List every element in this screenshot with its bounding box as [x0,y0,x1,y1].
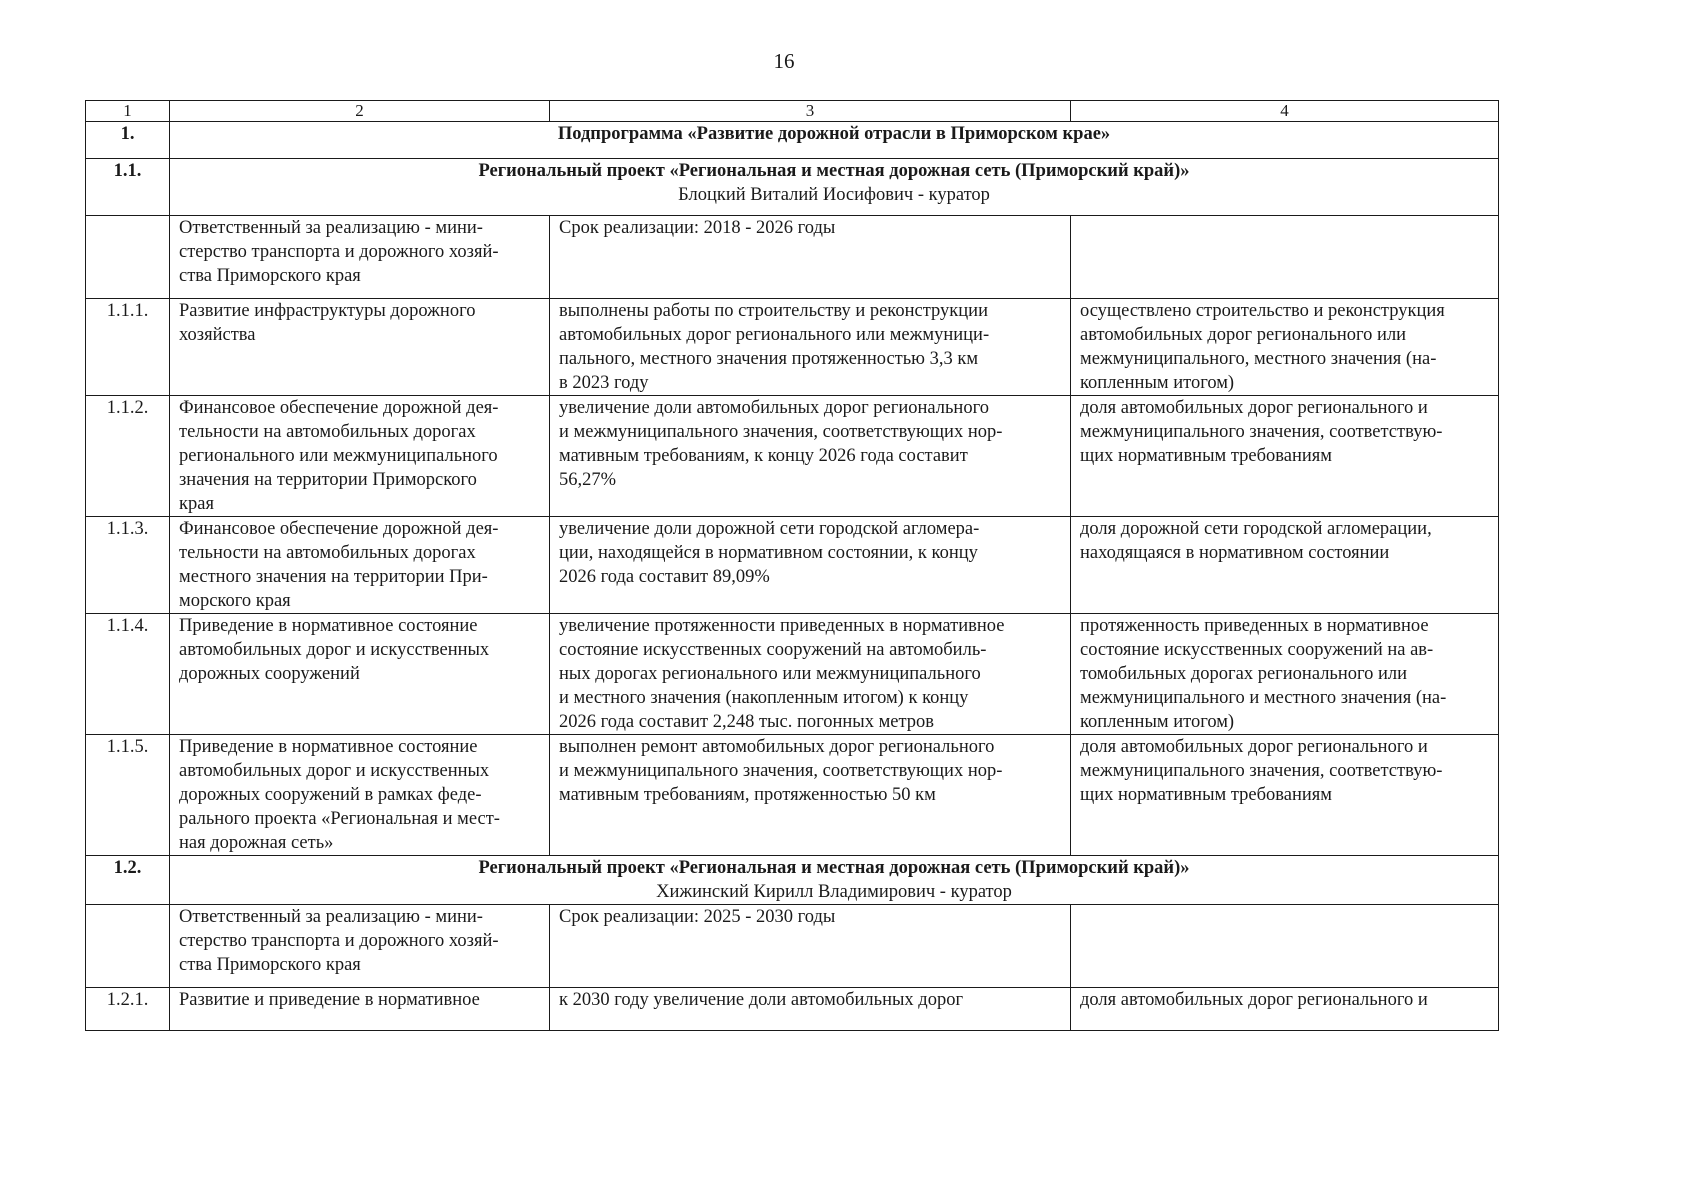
responsible-executor: Ответственный за реализацию - мини- стерство транспорта и дорожного хозяй- ства Приморского края [170,216,550,299]
program-table [85,100,1499,1031]
column-number: 3 [550,101,1071,122]
row-number: 1.1.2. [86,396,170,517]
task-name: Приведение в нормативное состояние автомобильных дорог и искусственных дорожных сооружений [170,614,550,735]
curator-name: Хижинский Кирилл Владимирович - куратор [656,882,1012,902]
regional-project-cell [170,159,1499,216]
responsible-executor: Ответственный за реализацию - мини- стерство транспорта и дорожного хозяй- ства Приморского края [170,905,550,988]
empty-cell [86,216,170,299]
table-row [86,614,1499,735]
table-row [86,988,1499,1031]
table-row [86,735,1499,856]
curator-name: Блоцкий Виталий Иосифович - куратор [678,185,990,205]
column-number: 2 [170,101,550,122]
column-number: 1 [86,101,170,122]
task-name: Финансовое обеспечение дорожной дея- тельности на автомобильных дорогах регионального или межмуниципального значения на территории Приморского края [170,396,550,517]
responsible-row [86,905,1499,988]
expected-result: выполнен ремонт автомобильных дорог регионального и межмуниципального значения, соответствующих нор- мативным требованиям, протяженностью 50 км [550,735,1071,856]
page-number: 16 [773,49,795,73]
row-number: 1.1.3. [86,517,170,614]
indicator: доля автомобильных дорог регионального и межмуниципального значения, соответствую- щих нормативным требованиям [1071,396,1499,517]
regional-project-title: Региональный проект «Региональная и местная дорожная сеть (Приморский край)» [478,858,1190,878]
responsible-row [86,216,1499,299]
indicator: осуществлено строительство и реконструкция автомобильных дорог регионального или межмуниципального, местного значения (на- копленным итогом) [1071,299,1499,396]
expected-result: к 2030 году увеличение доли автомобильных дорог [550,988,1071,1031]
empty-cell [86,905,170,988]
regional-project-row [86,856,1499,905]
expected-result: увеличение доли автомобильных дорог регионального и межмуниципального значения, соответствующих нор- мативным требованиям, к концу 2026 года составит 56,27% [550,396,1071,517]
subprogram-row [86,122,1499,159]
expected-result: увеличение доли дорожной сети городской агломера- ции, находящейся в нормативном состоянии, к концу 2026 года составит 89,09% [550,517,1071,614]
expected-result: увеличение протяженности приведенных в нормативное состояние искусственных сооружений на автомобиль- ных дорогах регионального или межмуниципального и местного значения (накопленным итогом) к концу 2026 года составит 2,248 тыс. погонных метров [550,614,1071,735]
indicator: доля автомобильных дорог регионального и межмуниципального значения, соответствую- щих нормативным требованиям [1071,735,1499,856]
table-row [86,517,1499,614]
row-number: 1.1.1. [86,299,170,396]
implementation-term: Срок реализации: 2018 - 2026 годы [550,216,1071,299]
indicator: доля дорожной сети городской агломерации, находящаяся в нормативном состоянии [1071,517,1499,614]
regional-project-cell [170,856,1499,905]
row-number: 1. [86,122,170,159]
indicator: доля автомобильных дорог регионального и [1071,988,1499,1031]
regional-project-row [86,159,1499,216]
table-row [86,299,1499,396]
row-number: 1.1.5. [86,735,170,856]
row-number: 1.2.1. [86,988,170,1031]
empty-cell [1071,216,1499,299]
subprogram-title: Подпрограмма «Развитие дорожной отрасли в Приморском крае» [170,122,1499,159]
indicator: протяженность приведенных в нормативное состояние искусственных сооружений на ав- томобильных дорогах регионального или межмуниципального и местного значения (на- копленным итогом) [1071,614,1499,735]
implementation-term: Срок реализации: 2025 - 2030 годы [550,905,1071,988]
task-name: Приведение в нормативное состояние автомобильных дорог и искусственных дорожных сооружений в рамках феде- рального проекта «Региональная и мест- ная дорожная сеть» [170,735,550,856]
regional-project-title: Региональный проект «Региональная и местная дорожная сеть (Приморский край)» [478,161,1190,181]
expected-result: выполнены работы по строительству и реконструкции автомобильных дорог регионального или межмуници- пального, местного значения протяженностью 3,3 км в 2023 году [550,299,1071,396]
empty-cell [1071,905,1499,988]
task-name: Развитие и приведение в нормативное [170,988,550,1031]
task-name: Финансовое обеспечение дорожной дея- тельности на автомобильных дорогах местного значения на территории При- морского края [170,517,550,614]
task-name: Развитие инфраструктуры дорожного хозяйства [170,299,550,396]
row-number: 1.1.4. [86,614,170,735]
row-number: 1.1. [86,159,170,216]
column-number: 4 [1071,101,1499,122]
row-number: 1.2. [86,856,170,905]
table-row [86,396,1499,517]
column-number-row [86,101,1499,122]
